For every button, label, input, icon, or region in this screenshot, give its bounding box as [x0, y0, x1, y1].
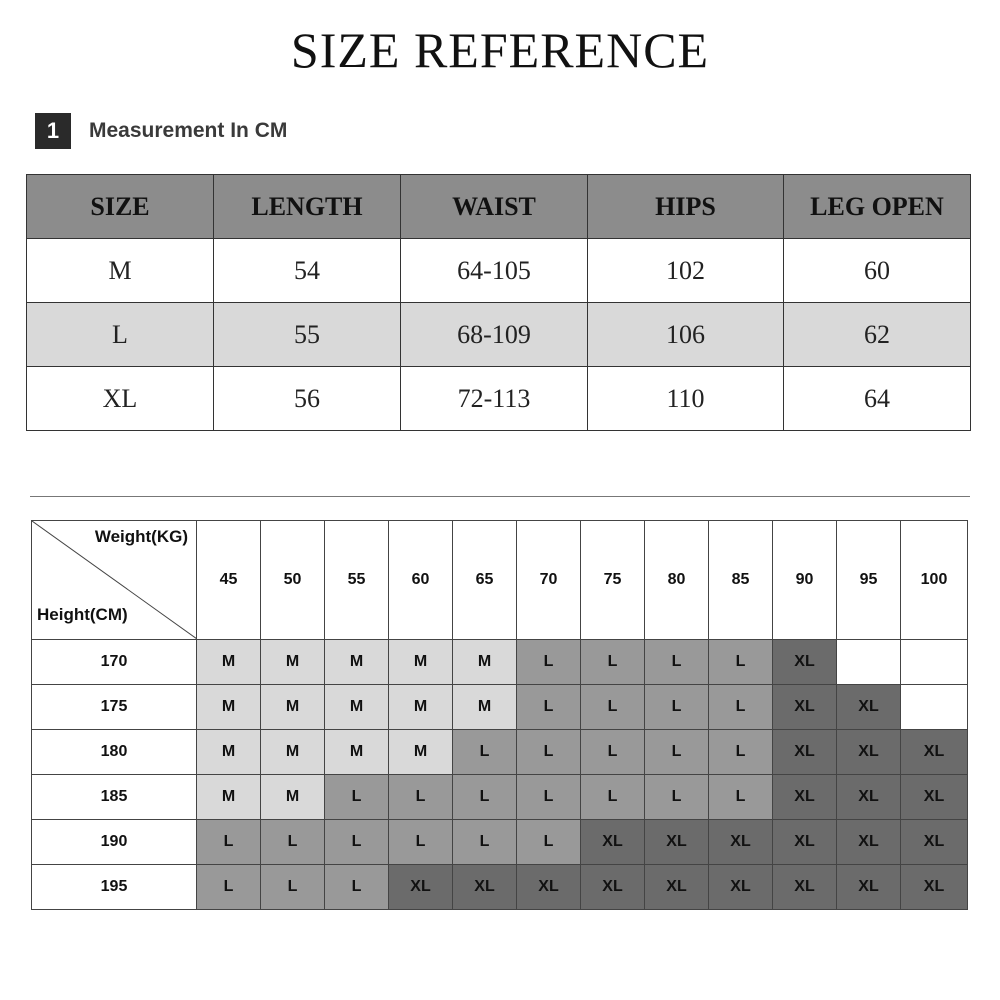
height-label-190: 190 [32, 820, 197, 865]
cell: 60 [784, 239, 971, 303]
size-cell: L [325, 865, 389, 910]
cell: 55 [214, 303, 401, 367]
size-cell: XL [581, 865, 645, 910]
cell: 72-113 [401, 367, 588, 431]
size-cell: XL [773, 865, 837, 910]
size-cell: L [453, 820, 517, 865]
size-cell: L [197, 820, 261, 865]
size-cell: L [517, 730, 581, 775]
size-cell: XL [389, 865, 453, 910]
weight-header-60: 60 [389, 521, 453, 640]
size-cell: L [453, 730, 517, 775]
size-cell: XL [517, 865, 581, 910]
section-number-badge: 1 [35, 113, 71, 149]
size-cell: M [453, 685, 517, 730]
cell: 110 [588, 367, 784, 431]
size-chart-corner [32, 521, 197, 640]
size-cell: M [197, 730, 261, 775]
size-cell: XL [773, 730, 837, 775]
size-cell: L [261, 820, 325, 865]
cell: 54 [214, 239, 401, 303]
size-cell: XL [837, 865, 901, 910]
size-cell: XL [773, 685, 837, 730]
size-cell: XL [773, 820, 837, 865]
size-cell: XL [837, 775, 901, 820]
weight-axis-label: Weight(KG) [94, 527, 188, 546]
height-label-180: 180 [32, 730, 197, 775]
size-cell: L [261, 865, 325, 910]
size-cell: L [709, 730, 773, 775]
size-chart-row-170 [32, 640, 968, 685]
cell: 106 [588, 303, 784, 367]
size-cell: L [645, 775, 709, 820]
header-leg-open: LEG OPEN [784, 175, 971, 239]
size-cell: M [325, 640, 389, 685]
height-label-175: 175 [32, 685, 197, 730]
size-cell: L [389, 775, 453, 820]
size-cell: XL [709, 820, 773, 865]
height-label-185: 185 [32, 775, 197, 820]
size-chart-row-190 [32, 820, 968, 865]
size-cell: M [389, 685, 453, 730]
size-cell [901, 640, 968, 685]
size-chart-row-195 [32, 865, 968, 910]
weight-header-75: 75 [581, 521, 645, 640]
height-label-195: 195 [32, 865, 197, 910]
size-cell [837, 640, 901, 685]
header-size: SIZE [27, 175, 214, 239]
weight-header-80: 80 [645, 521, 709, 640]
size-cell: L [645, 685, 709, 730]
size-cell: XL [581, 820, 645, 865]
size-cell: XL [901, 820, 968, 865]
cell: 64-105 [401, 239, 588, 303]
size-cell: L [197, 865, 261, 910]
cell: M [27, 239, 214, 303]
height-label-170: 170 [32, 640, 197, 685]
size-chart-row-185 [32, 775, 968, 820]
size-chart-table [31, 520, 968, 910]
size-cell: L [389, 820, 453, 865]
size-cell: XL [901, 730, 968, 775]
size-cell: XL [773, 775, 837, 820]
cell: 102 [588, 239, 784, 303]
size-cell: M [197, 640, 261, 685]
size-cell: L [581, 640, 645, 685]
weight-header-50: 50 [261, 521, 325, 640]
page-title: SIZE REFERENCE [290, 22, 710, 78]
size-cell: M [261, 775, 325, 820]
size-cell: L [517, 820, 581, 865]
cell: 62 [784, 303, 971, 367]
section-header [35, 113, 287, 149]
section-divider [30, 496, 970, 497]
size-cell: L [645, 730, 709, 775]
size-cell: L [581, 730, 645, 775]
size-cell: XL [837, 730, 901, 775]
size-cell: L [709, 685, 773, 730]
cell: 68-109 [401, 303, 588, 367]
size-chart-header-row [32, 521, 968, 640]
size-cell: L [453, 775, 517, 820]
size-cell: M [197, 775, 261, 820]
weight-header-55: 55 [325, 521, 389, 640]
size-cell: XL [773, 640, 837, 685]
size-cell: L [517, 640, 581, 685]
size-chart-row-175 [32, 685, 968, 730]
size-cell: XL [645, 865, 709, 910]
height-axis-label: Height(CM) [37, 605, 128, 624]
weight-header-45: 45 [197, 521, 261, 640]
size-cell: L [645, 640, 709, 685]
weight-header-90: 90 [773, 521, 837, 640]
size-cell: L [709, 775, 773, 820]
measurement-row-l [27, 303, 971, 367]
size-cell: XL [837, 820, 901, 865]
measurement-header-row [27, 175, 971, 239]
weight-header-70: 70 [517, 521, 581, 640]
header-waist: WAIST [401, 175, 588, 239]
size-cell: M [261, 640, 325, 685]
section-label: Measurement In CM [89, 119, 288, 142]
size-cell: XL [901, 865, 968, 910]
size-cell: XL [645, 820, 709, 865]
size-cell: M [197, 685, 261, 730]
measurement-row-m [27, 239, 971, 303]
size-cell: XL [837, 685, 901, 730]
size-cell: L [709, 640, 773, 685]
header-hips: HIPS [588, 175, 784, 239]
size-cell: L [325, 820, 389, 865]
size-cell: M [325, 730, 389, 775]
weight-header-95: 95 [837, 521, 901, 640]
size-cell: M [389, 730, 453, 775]
size-cell: XL [709, 865, 773, 910]
size-cell: M [453, 640, 517, 685]
size-cell: M [325, 685, 389, 730]
size-cell: L [517, 685, 581, 730]
size-cell: M [261, 730, 325, 775]
size-cell: L [581, 775, 645, 820]
cell: L [27, 303, 214, 367]
measurement-table [26, 174, 971, 431]
size-cell: L [325, 775, 389, 820]
size-cell: XL [901, 775, 968, 820]
header-length: LENGTH [214, 175, 401, 239]
weight-header-65: 65 [453, 521, 517, 640]
measurement-row-xl [27, 367, 971, 431]
size-cell: M [261, 685, 325, 730]
size-chart-row-180 [32, 730, 968, 775]
size-cell: L [581, 685, 645, 730]
weight-header-100: 100 [901, 521, 968, 640]
size-cell: L [517, 775, 581, 820]
cell: 64 [784, 367, 971, 431]
cell: XL [27, 367, 214, 431]
weight-header-85: 85 [709, 521, 773, 640]
size-cell: M [389, 640, 453, 685]
size-cell: XL [453, 865, 517, 910]
size-cell [901, 685, 968, 730]
cell: 56 [214, 367, 401, 431]
